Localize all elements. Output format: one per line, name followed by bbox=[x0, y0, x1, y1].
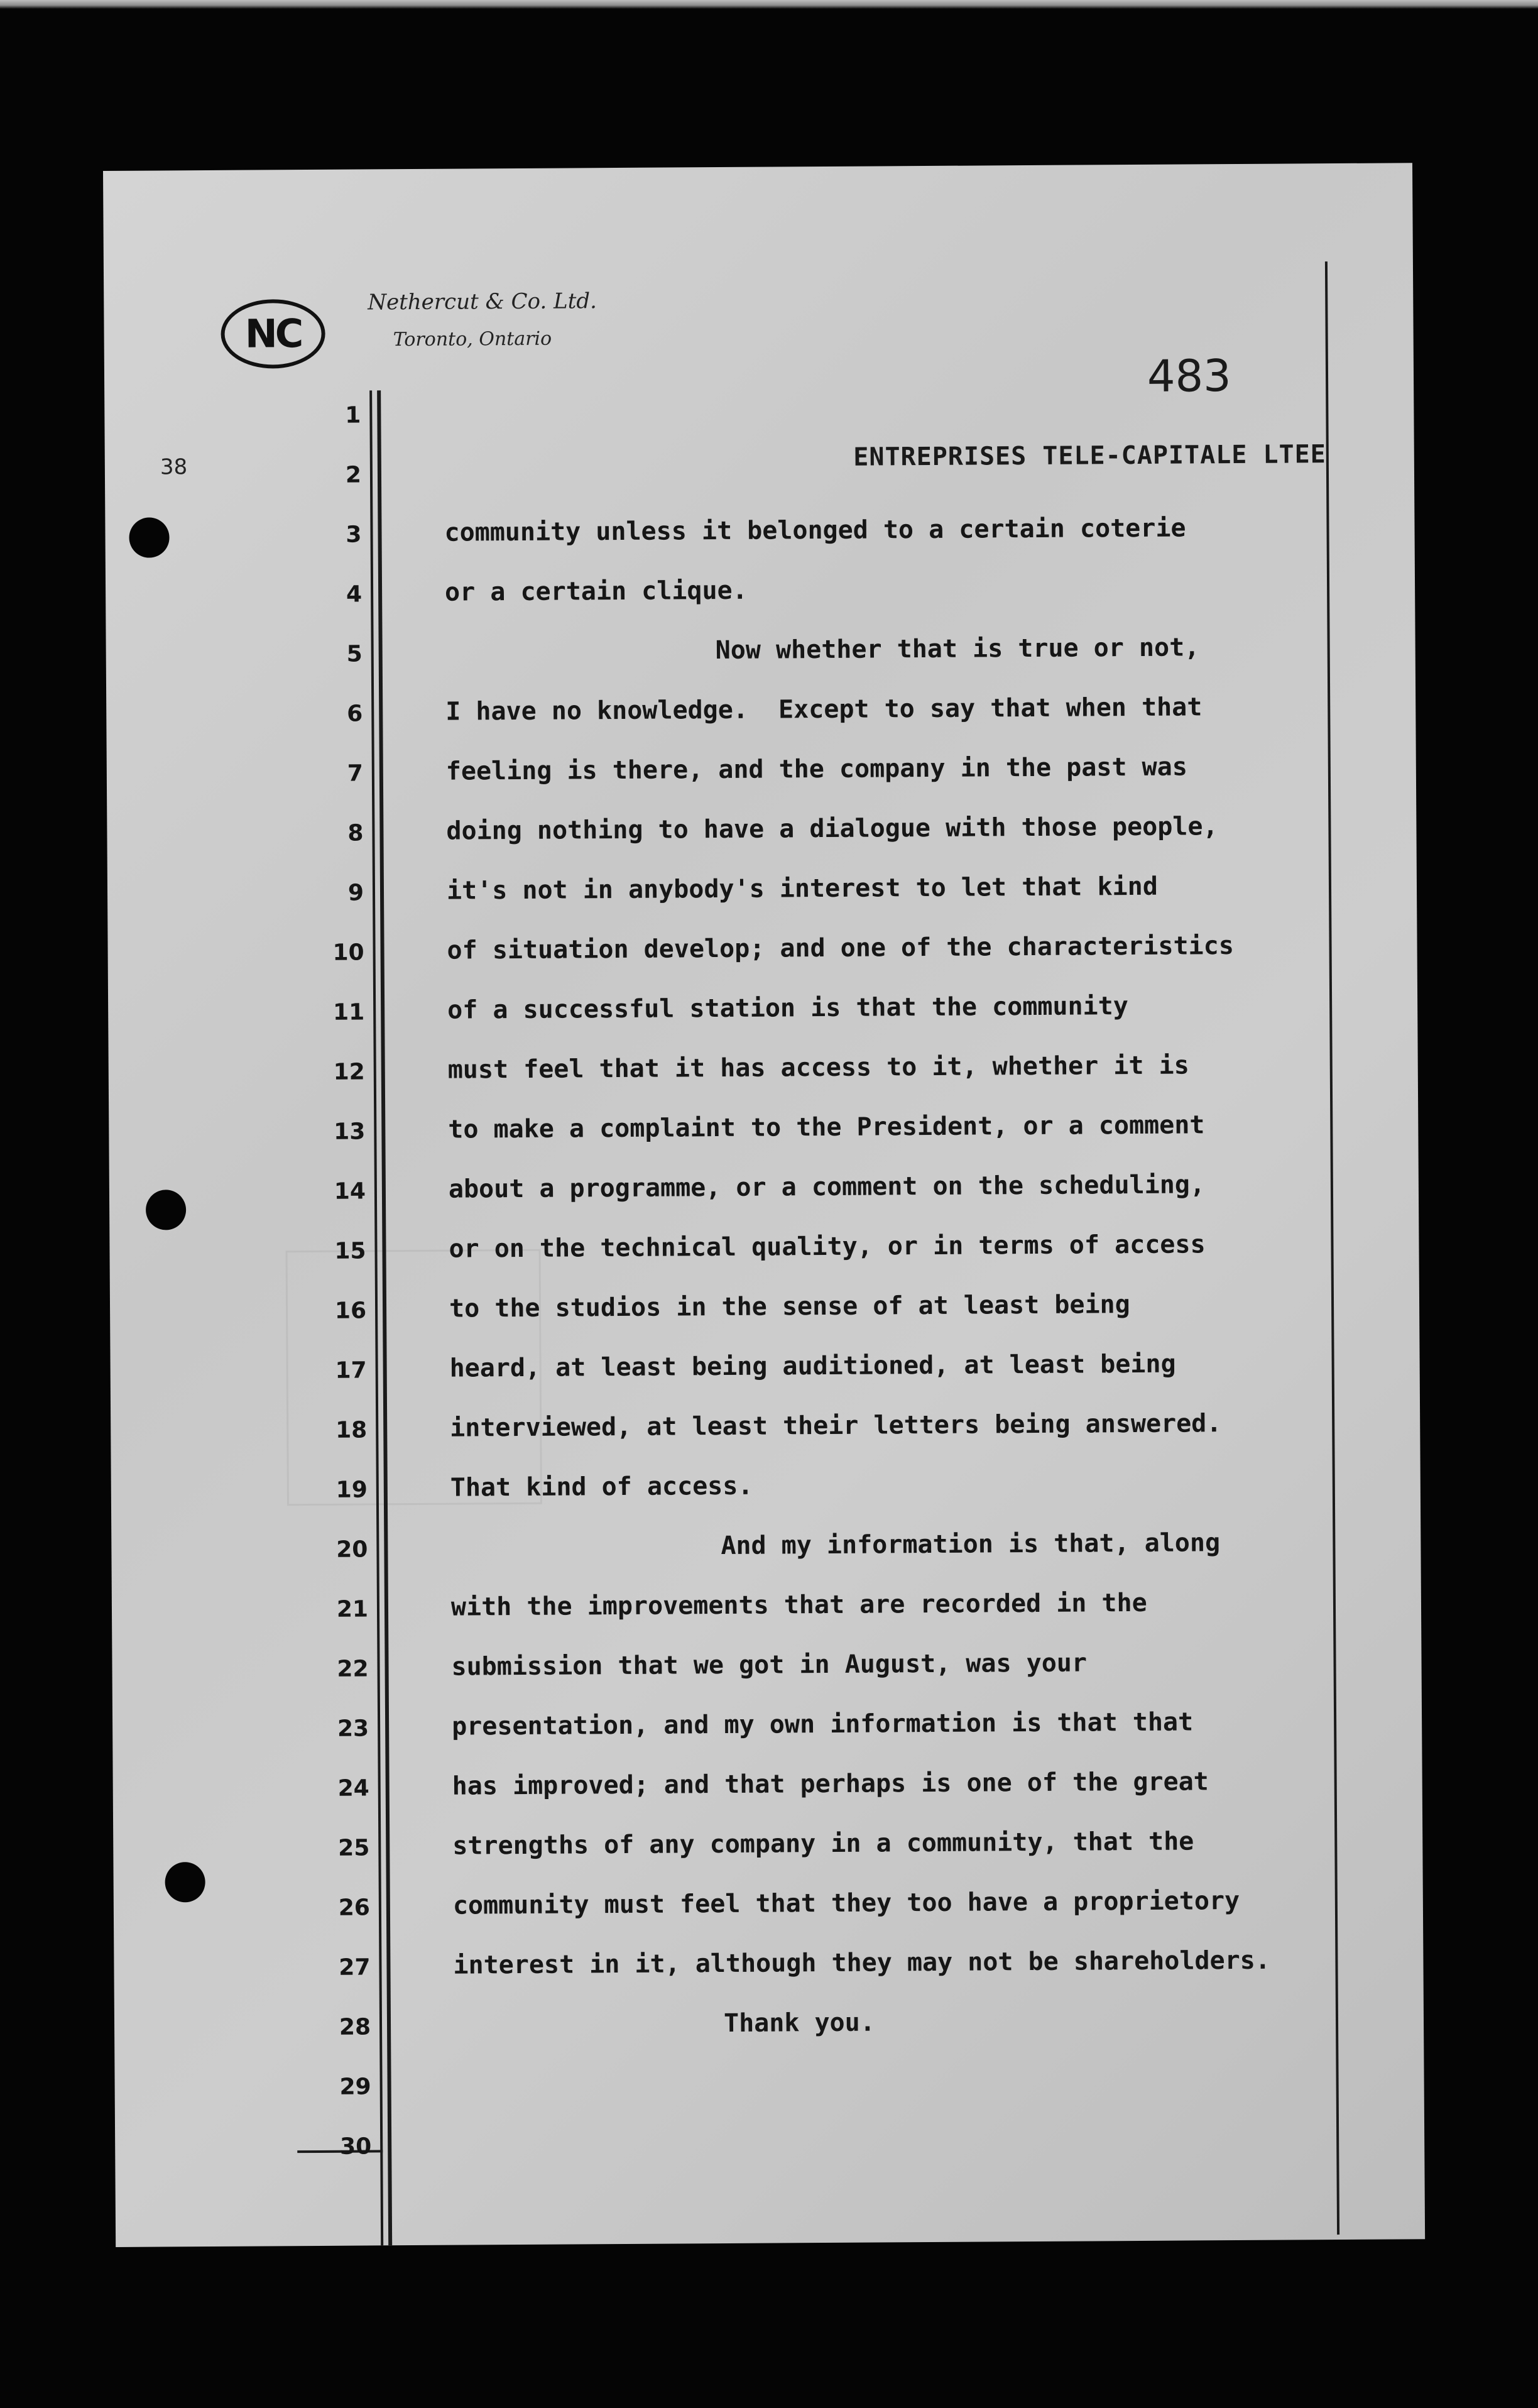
line-number: 17 bbox=[335, 1357, 367, 1384]
line-number: 4 bbox=[346, 581, 363, 608]
header-caption: ENTREPRISES TELE-CAPITALE LTEE bbox=[853, 440, 1326, 472]
line-number: 7 bbox=[347, 760, 363, 787]
line-number: 8 bbox=[347, 820, 364, 846]
transcript-body bbox=[444, 498, 1321, 2055]
transcript-line: of a successful station is that the community bbox=[447, 992, 1128, 1025]
transcript-line: submission that we got in August, was your bbox=[451, 1648, 1088, 1682]
line-number: 14 bbox=[334, 1178, 366, 1205]
logo-monogram: NC bbox=[244, 310, 302, 357]
line-number: 2 bbox=[345, 462, 362, 488]
line-number: 21 bbox=[336, 1596, 369, 1623]
line-number-column bbox=[293, 386, 371, 2177]
transcript-line: Thank you. bbox=[723, 2008, 875, 2039]
transcript-line: strengths of any company in a community, that the bbox=[452, 1827, 1194, 1861]
line-number: 15 bbox=[334, 1238, 366, 1264]
transcript-line: with the improvements that are recorded in the bbox=[450, 1588, 1147, 1622]
punch-hole bbox=[129, 517, 169, 557]
line-number: 26 bbox=[338, 1895, 371, 1921]
transcript-line: must feel that it has access to it, whether it is bbox=[447, 1051, 1189, 1085]
transcript-line: feeling is there, and the company in the past was bbox=[445, 752, 1187, 786]
letterhead-company: Nethercut & Co. Ltd. bbox=[368, 288, 597, 315]
transcript-line: And my information is that, along bbox=[721, 1528, 1221, 1561]
transcript-line: to the studios in the sense of at least being bbox=[449, 1290, 1130, 1323]
line-number: 6 bbox=[347, 701, 363, 727]
transcript-line: to make a complaint to the President, or a comment bbox=[448, 1110, 1205, 1144]
right-margin-rule bbox=[1325, 261, 1339, 2235]
line-number: 24 bbox=[337, 1775, 369, 1802]
company-logo bbox=[221, 299, 325, 369]
transcript-line: has improved; and that perhaps is one of the great bbox=[452, 1767, 1209, 1801]
line-number: 20 bbox=[336, 1536, 368, 1563]
line-number: 25 bbox=[338, 1835, 370, 1861]
line-number: 22 bbox=[337, 1656, 369, 1682]
line-number: 3 bbox=[346, 522, 362, 548]
line-number: 9 bbox=[347, 880, 364, 906]
transcript-line: That kind of access. bbox=[450, 1471, 753, 1502]
transcript-line: Now whether that is true or not, bbox=[715, 633, 1200, 665]
letterhead bbox=[368, 288, 597, 353]
line-number: 11 bbox=[332, 999, 365, 1026]
line-number: 12 bbox=[333, 1059, 365, 1085]
transcript-line: or a certain clique. bbox=[444, 576, 748, 607]
page-number: 483 bbox=[1147, 350, 1231, 402]
line-number: 27 bbox=[339, 1954, 371, 1981]
line-number: 30 bbox=[339, 2133, 372, 2160]
transcript-line: or on the technical quality, or in terms of access bbox=[449, 1230, 1206, 1264]
line-number: 13 bbox=[334, 1119, 366, 1145]
margin-note: 38 bbox=[160, 454, 188, 480]
transcript-line: doing nothing to have a dialogue with those people, bbox=[446, 812, 1218, 846]
line-number: 16 bbox=[334, 1298, 367, 1324]
transcript-page bbox=[103, 163, 1425, 2247]
film-edge bbox=[0, 0, 1538, 9]
line-number: 1 bbox=[345, 402, 361, 429]
line-number: 18 bbox=[335, 1417, 368, 1443]
line-number: 29 bbox=[339, 2074, 371, 2100]
line-number: 19 bbox=[335, 1477, 368, 1503]
punch-hole bbox=[146, 1190, 186, 1230]
transcript-line: it's not in anybody's interest to let that kind bbox=[446, 872, 1158, 906]
transcript-line: community must feel that they too have a proprietory bbox=[452, 1886, 1240, 1920]
line-number: 23 bbox=[337, 1716, 369, 1742]
transcript-line: about a programme, or a comment on the scheduling, bbox=[448, 1170, 1206, 1204]
line-number: 28 bbox=[339, 2014, 371, 2040]
letterhead-location: Toronto, Ontario bbox=[393, 327, 552, 351]
line-number: 10 bbox=[332, 939, 364, 966]
line-number: 5 bbox=[346, 641, 363, 667]
punch-hole bbox=[165, 1862, 205, 1902]
transcript-line: I have no knowledge. Except to say that when that bbox=[445, 692, 1203, 726]
transcript-line: community unless it belonged to a certain coterie bbox=[444, 513, 1186, 547]
transcript-line: of situation develop; and one of the characteristics bbox=[447, 931, 1234, 965]
transcript-line: interest in it, although they may not be shareholders. bbox=[453, 1946, 1271, 1980]
transcript-line: heard, at least being auditioned, at least being bbox=[449, 1349, 1176, 1383]
transcript-line: interviewed, at least their letters being answered. bbox=[450, 1409, 1222, 1443]
transcript-line: presentation, and my own information is that that bbox=[451, 1707, 1194, 1741]
